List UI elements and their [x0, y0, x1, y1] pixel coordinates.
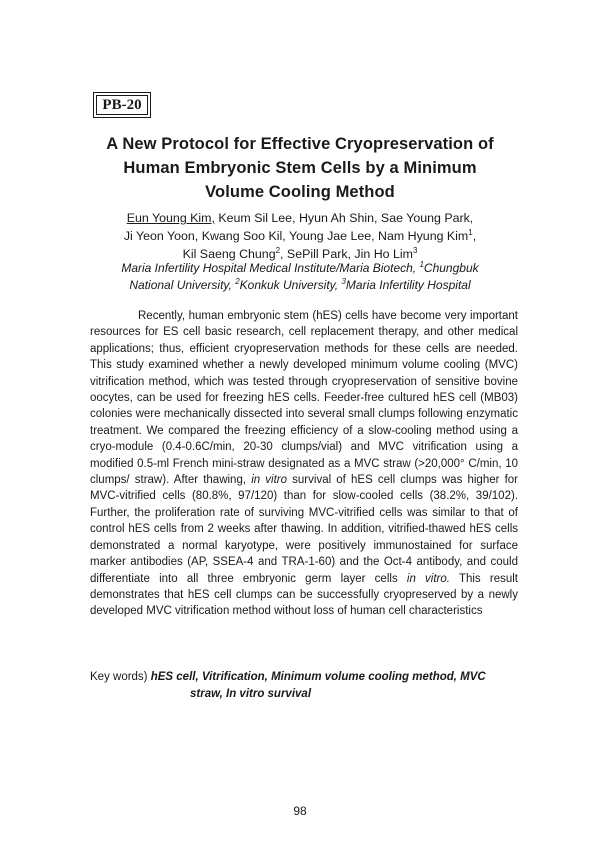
page-number: 98 — [293, 804, 307, 818]
poster-badge-label: PB-20 — [96, 95, 148, 115]
abstract-body — [90, 308, 518, 620]
affil-sup-1: 1 — [419, 260, 424, 269]
author-line-2-text: Ji Yeon Yoon, Kwang Soo Kil, Young Jae Lee, Nam Hyung Kim — [123, 229, 469, 243]
affil-1a: Maria Infertility Hospital Medical Institute/Maria Biotech, — [121, 261, 420, 275]
affiliation-line-2 — [80, 277, 520, 294]
title-line-1: A New Protocol for Effective Cryopreservation of — [106, 135, 494, 153]
poster-badge — [93, 92, 151, 118]
affil-2a: National University, — [129, 278, 236, 292]
abstract-part-3: This result demonstrates that hES cell clumps can be successfully cryopreserved by a newly developed MVC vitrification method without loss of human cell characteristics — [90, 572, 518, 618]
author-line-3-text-a: Kil Saeng Chung — [182, 247, 276, 261]
keywords-terms-1: hES cell, Vitrification, Minimum volume cooling method, MVC — [150, 671, 486, 683]
abstract-part-2: survival of hES cell clumps was higher for MVC-vitrified cells (80.8%, 97/120) than for slow-cooled cells (38.2%, 39/102). Further, the proliferation rate of surviving MVC-vitrified cells was similar to that of control hES cells from 2 weeks after thawing. In addition, vitrified-thawed hES cells demonstrated a normal karyotype, were positively immunostained for surface marker antibodies (AP, SSEA-4 and TRA-1-60) and the Oct-4 antibody, and could differentiate into all three embryonic germ layer cells — [90, 474, 519, 585]
affiliations — [80, 260, 520, 294]
keywords-label: Key words) — [90, 671, 151, 683]
abstract-italic-1: in vitro — [251, 474, 288, 487]
affiliation-line-1 — [80, 260, 520, 277]
author-sup-3: 3 — [412, 245, 418, 255]
affil-sup-3: 3 — [341, 277, 346, 286]
affil-sup-2: 2 — [235, 277, 240, 286]
affil-1b: Chungbuk — [423, 261, 479, 275]
abstract-part-1: Recently, human embryonic stem (hES) cells have become very important resources for ES cell basic research, cell replacement therapy, and other medical applications; thus, efficient cryopreservation methods for these cells are needed. This study examined whether a newly developed minimum volume cooling (MVC) vitrification method, which was tested through cryopreservation of sensitive bovine oocytes, can be used for freezing hES cells. Feeder-free cultured hES cell (MB03) colonies were mechanically dissected into several small clumps following enzymatic treatment. We compared the freezing efficiency of a slow-cooling method using a cryo-module (0.4-0.6C/min, 20-30 clumps/vial) and MVC vitrification using a modified 0.5-ml French mini-straw designated as a MVC straw (>20,000° C/min, 10 clumps/ straw). After thawing, — [90, 310, 518, 487]
title-line-3: Volume Cooling Method — [205, 183, 395, 201]
affil-2b: Konkuk University, — [239, 278, 342, 292]
author-sup-2: 2 — [275, 245, 281, 255]
keywords-line-1 — [90, 669, 520, 686]
author-line-3-text-b: , SePill Park, Jin Ho Lim — [280, 247, 413, 261]
paper-title — [60, 132, 540, 204]
author-line-1-rest: Keum Sil Lee, Hyun Ah Shin, Sae Young Park, — [214, 211, 474, 225]
affil-2c: Maria Infertility Hospital — [345, 278, 471, 292]
author-list — [80, 209, 520, 263]
presenting-author: Eun Young Kim, — [126, 211, 215, 225]
author-line-2-end: , — [472, 229, 477, 243]
keywords-terms-2: straw, In vitro survival — [190, 688, 312, 700]
title-line-2: Human Embryonic Stem Cells by a Minimum — [123, 159, 477, 177]
author-sup-1: 1 — [468, 227, 473, 237]
author-line-1 — [80, 209, 520, 227]
abstract-italic-2: in vitro. — [406, 572, 450, 585]
author-line-2 — [80, 227, 520, 245]
